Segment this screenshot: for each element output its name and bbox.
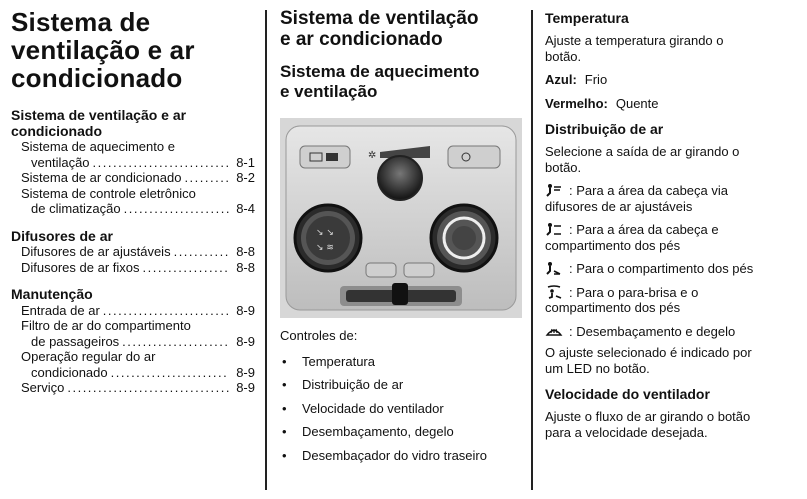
page-number: 8-9 (236, 302, 255, 318)
temperature-text: Ajuste a temperatura girando o botão. (545, 33, 724, 64)
toc-entry[interactable]: Operação regular do ar condicionado ..... 8-9 (11, 349, 261, 380)
bilevel-vent-icon (545, 222, 569, 237)
page-number: 8-9 (236, 333, 255, 349)
list-item: • Temperatura (280, 350, 525, 374)
toc-column (11, 0, 261, 396)
dot-leader (93, 155, 229, 171)
section-title: Sistema de ventilação e ar condicionado (280, 8, 479, 50)
dot-leader (122, 334, 229, 350)
toc-entry[interactable]: Difusores de ar fixos ..... 8-8 (11, 260, 261, 276)
temperature-heading: Temperatura (545, 10, 629, 26)
page-number: 8-8 (236, 259, 255, 275)
led-text: O ajuste selecionado é indicado por um LED no botão. (545, 345, 752, 376)
table-of-contents (11, 108, 261, 396)
toc-entry[interactable]: Difusores de ar ajustáveis ..... 8-8 (11, 244, 261, 260)
page-number: 8-2 (236, 170, 255, 185)
svg-text:↘ ↘: ↘ ↘ (316, 228, 334, 238)
distribution-mode-item: : Para o para-brisa e o compartimento dos pés (545, 284, 699, 315)
list-item: • Velocidade do ventilador (280, 397, 525, 421)
dot-leader (111, 365, 229, 381)
controls-list (280, 350, 525, 468)
distribution-modes (545, 183, 800, 339)
fan-speed-text: Ajuste o fluxo de ar girando o botão para a velocidade desejada. (545, 409, 751, 440)
page-number: 8-1 (236, 154, 255, 170)
toc-entry[interactable]: Sistema de ar condicionado ..... 8-2 (11, 170, 261, 186)
chapter-title: Sistema de ventilação e ar condicionado (11, 7, 195, 93)
blue-setting: Azul: Frio (545, 72, 608, 87)
page-number: 8-9 (236, 380, 255, 395)
svg-text:↘ ≋: ↘ ≋ (316, 243, 334, 253)
toc-entry[interactable]: Sistema de aquecimento e ventilação ..... 8-1 (11, 139, 261, 170)
distribution-text: Selecione a saída de ar girando o botão. (545, 144, 740, 175)
column-divider (265, 10, 267, 490)
column-divider (531, 10, 533, 490)
dot-leader (124, 201, 229, 217)
dot-leader (67, 380, 229, 396)
svg-text:✲: ✲ (368, 150, 377, 161)
distribution-heading: Distribuição de ar (545, 121, 664, 137)
control-panel-photo (280, 118, 522, 318)
distribution-mode-item: : Para o compartimento dos pés (545, 261, 800, 277)
toc-entry[interactable]: Sistema de controle eletrônico de climatização ..... 8-4 (11, 186, 261, 217)
controls-intro: Controles de: (280, 328, 358, 343)
toc-entry[interactable]: Serviço ..... 8-9 (11, 380, 261, 396)
defrost-icon (545, 324, 569, 339)
list-item: • Distribuição de ar (280, 373, 525, 397)
dot-leader (174, 244, 229, 260)
page-number: 8-4 (236, 201, 255, 216)
distribution-mode-item: : Para a área da cabeça via difusores de ar ajustáveis (545, 183, 728, 214)
page-number: 8-8 (236, 244, 255, 259)
dot-leader (143, 260, 230, 276)
dot-leader (184, 170, 229, 186)
subsection-title: Sistema de aquecimento e ventilação (280, 62, 480, 101)
distribution-mode-item: : Desembaçamento e degelo (545, 324, 800, 340)
toc-section-heading: Manutenção (11, 286, 93, 302)
toc-section-heading: Sistema de ventilação e ar condicionado (11, 107, 187, 139)
face-vent-icon (545, 183, 569, 198)
details-column (545, 0, 800, 440)
toc-entry[interactable]: Entrada de ar ..... 8-9 (11, 303, 261, 319)
floor-defrost-icon (545, 285, 569, 300)
intro-column (280, 0, 525, 467)
toc-section-heading: Difusores de ar (11, 227, 113, 244)
page-number: 8-9 (236, 364, 255, 380)
distribution-mode-item: : Para a área da cabeça e compartimento dos pés (545, 222, 719, 253)
fan-speed-heading: Velocidade do ventilador (545, 386, 710, 402)
list-item: • Desembaçamento, degelo (280, 420, 525, 444)
toc-entry[interactable]: Filtro de ar do compartimento de passageiros ..... 8-9 (11, 318, 261, 349)
red-setting: Vermelho: Quente (545, 95, 659, 111)
dot-leader (103, 303, 229, 319)
list-item: • Desembaçador do vidro traseiro (280, 444, 525, 468)
floor-vent-icon (545, 261, 569, 276)
